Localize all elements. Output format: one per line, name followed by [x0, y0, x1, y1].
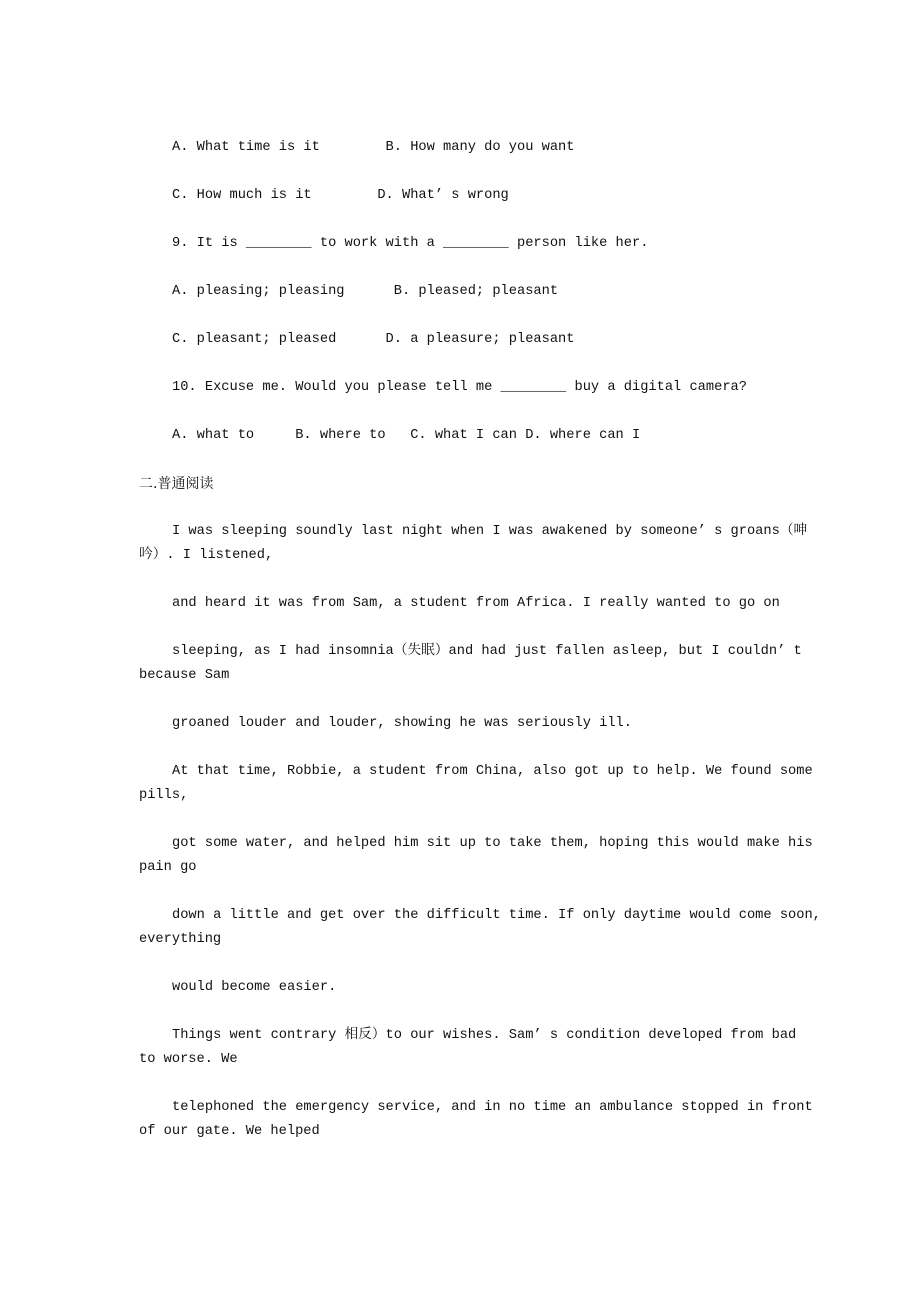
question-line-line: 9. It is ________ to work with a ________ person like her.: [172, 236, 649, 251]
paragraph-line: because Sam: [139, 668, 230, 683]
question-line-line: A. pleasing; pleasing B. pleased; pleasant: [172, 284, 559, 299]
paragraph-line: I was sleeping soundly last night when I was awakened by someone’ s groans（呻: [172, 524, 808, 539]
question-line: [139, 232, 819, 256]
paragraph-line: got some water, and helped him sit up to take them, hoping this would make his: [172, 836, 813, 851]
document-page: [139, 136, 819, 1168]
question-line: [139, 136, 819, 160]
question-line: [139, 376, 819, 400]
paragraph: [139, 520, 819, 568]
question-line-line: C. pleasant; pleased D. a pleasure; pleasant: [172, 332, 575, 347]
paragraph: [139, 640, 819, 688]
paragraph-line: would become easier.: [172, 980, 337, 995]
section-heading: 二.普通阅读: [139, 476, 214, 492]
paragraph: [139, 592, 819, 616]
paragraph-line: to worse. We: [139, 1052, 238, 1067]
question-list: [139, 136, 819, 448]
paragraph: [139, 976, 819, 1000]
paragraph-line: At that time, Robbie, a student from China, also got up to help. We found some: [172, 764, 813, 779]
paragraph-line: down a little and get over the difficult time. If only daytime would come soon,: [172, 908, 821, 923]
paragraph-line: sleeping, as I had insomnia（失眠）and had just fallen asleep, but I couldn’ t: [172, 644, 802, 659]
question-line: [139, 424, 819, 448]
paragraph-line: everything: [139, 932, 222, 947]
paragraph-line: of our gate. We helped: [139, 1124, 320, 1139]
paragraph: [139, 1096, 819, 1144]
paragraph-line: Things went contrary 相反）to our wishes. Sam’ s condition developed from bad: [172, 1028, 797, 1043]
paragraph-line: 吟）. I listened,: [139, 548, 274, 563]
paragraph: [139, 712, 819, 736]
question-line: [139, 328, 819, 352]
paragraph-line: pills,: [139, 788, 189, 803]
paragraph: [139, 904, 819, 952]
paragraph: [139, 1024, 819, 1072]
paragraph-line: and heard it was from Sam, a student from Africa. I really wanted to go on: [172, 596, 780, 611]
paragraph: [139, 760, 819, 808]
question-line: [139, 280, 819, 304]
question-line-line: A. what to B. where to C. what I can D. where can I: [172, 428, 641, 443]
paragraph-line: groaned louder and louder, showing he was seriously ill.: [172, 716, 632, 731]
paragraph-line: telephoned the emergency service, and in no time an ambulance stopped in front: [172, 1100, 813, 1115]
paragraph: [139, 832, 819, 880]
question-line-line: 10. Excuse me. Would you please tell me ________ buy a digital camera?: [172, 380, 747, 395]
reading-passage: [139, 520, 819, 1144]
paragraph-line: pain go: [139, 860, 197, 875]
question-line: [139, 184, 819, 208]
question-line-line: C. How much is it D. What’ s wrong: [172, 188, 509, 203]
question-line-line: A. What time is it B. How many do you want: [172, 140, 575, 155]
